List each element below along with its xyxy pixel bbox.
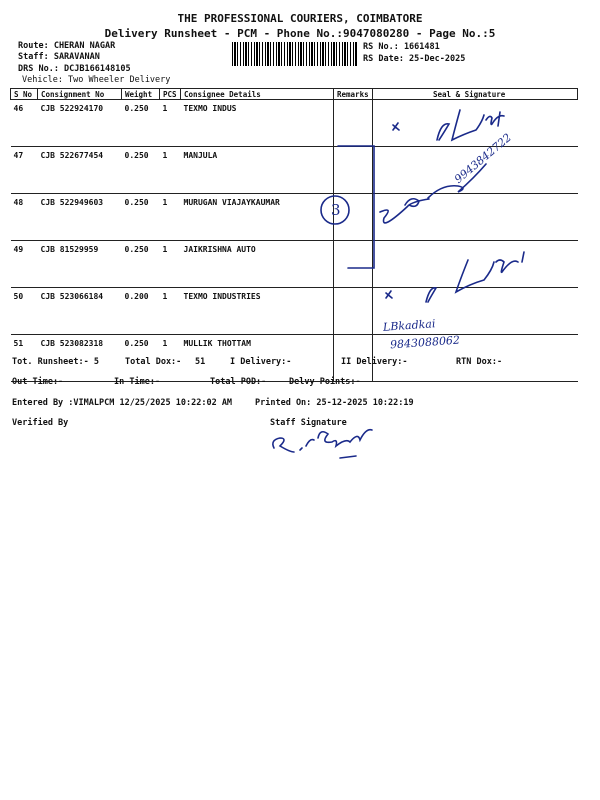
rtn-dox-label: RTN Dox:- <box>456 357 503 367</box>
cell-consignment: CJB 523066184 <box>38 288 122 335</box>
cell-sno: 46 <box>11 100 38 147</box>
bracket-line <box>338 146 374 268</box>
verified-by-label: Verified By <box>12 418 69 428</box>
tick-mark-46 <box>393 123 399 130</box>
drs-no-label: DRS No.: DCJB166148105 <box>18 64 131 74</box>
cell-weight: 0.250 <box>122 194 160 241</box>
rs-date-label: RS Date: 25-Dec-2025 <box>363 54 466 64</box>
cell-weight: 0.250 <box>122 335 160 382</box>
company-title: THE PROFESSIONAL COURIERS, COIMBATORE <box>177 12 423 25</box>
col-sno: S No <box>11 89 38 100</box>
delvy-points-label: Delvy Points:- <box>289 377 361 387</box>
cell-weight: 0.250 <box>122 241 160 288</box>
tick-mark-50 <box>386 291 392 298</box>
col-pcs: PCS <box>160 89 181 100</box>
runsheet-subtitle: Delivery Runsheet - PCM - Phone No.:9047080280 - Page No.:5 <box>104 27 496 40</box>
cell-pcs: 1 <box>160 100 181 147</box>
cell-consignee: MURUGAN VIAJAYKAUMAR <box>181 194 334 241</box>
cell-consignee: MANJULA <box>181 147 334 194</box>
handwritten-phone-48: 9943842722 <box>452 131 514 186</box>
cell-consignment: CJB 522924170 <box>38 100 122 147</box>
cell-consignment: CJB 522949603 <box>38 194 122 241</box>
cell-sno: 51 <box>11 335 38 382</box>
cell-pcs: 1 <box>160 147 181 194</box>
printed-on: Printed On: 25-12-2025 10:22:19 <box>255 398 414 408</box>
in-time-label: In Time:- <box>114 377 161 387</box>
cell-pcs: 1 <box>160 194 181 241</box>
total-dox-label: Total Dox:- <box>125 357 182 367</box>
cell-pcs: 1 <box>160 241 181 288</box>
vehicle-label: Vehicle: Two Wheeler Delivery <box>22 75 171 85</box>
total-pod-label: Total POD:- <box>210 377 267 387</box>
cell-consignment: CJB 81529959 <box>38 241 122 288</box>
i-delivery-label: I Delivery:- <box>230 357 292 367</box>
cell-consignee: MULLIK THOTTAM <box>181 335 334 382</box>
staff-signature-scribble <box>273 430 372 458</box>
signature-50 <box>426 252 524 302</box>
col-consignment: Consignment No <box>38 89 122 100</box>
cell-sno: 48 <box>11 194 38 241</box>
cell-weight: 0.200 <box>122 288 160 335</box>
signature-46 <box>437 110 504 140</box>
cell-pcs: 1 <box>160 288 181 335</box>
tot-runsheet: Tot. Runsheet:- 5 <box>12 357 99 367</box>
rs-no-label: RS No.: 1661481 <box>363 42 440 52</box>
cell-consignment: CJB 522677454 <box>38 147 122 194</box>
total-dox-value: 51 <box>195 357 206 367</box>
handwritten-name-51: LBkadkai <box>382 317 436 334</box>
col-remarks: Remarks <box>334 89 373 100</box>
circled-number: 3 <box>331 201 341 219</box>
cell-pcs: 1 <box>160 335 181 382</box>
col-seal-signature: Seal & Signature <box>373 89 578 100</box>
staff-label: Staff: SARAVANAN <box>18 52 100 62</box>
col-weight: Weight <box>122 89 160 100</box>
ii-delivery-label: II Delivery:- <box>341 357 408 367</box>
cell-consignment: CJB 523082318 <box>38 335 122 382</box>
col-consignee: Consignee Details <box>181 89 334 100</box>
cell-sno: 47 <box>11 147 38 194</box>
cell-sno: 49 <box>11 241 38 288</box>
cell-weight: 0.250 <box>122 147 160 194</box>
route-label: Route: CHERAN NAGAR <box>18 41 116 51</box>
cell-consignee: TEXMO INDUS <box>181 100 334 147</box>
cell-consignee: TEXMO INDUSTRIES <box>181 288 334 335</box>
staff-signature-label: Staff Signature <box>270 418 347 428</box>
cell-sno: 50 <box>11 288 38 335</box>
cell-consignee: JAIKRISHNA AUTO <box>181 241 334 288</box>
out-time-label: Out Time:- <box>12 377 64 387</box>
handwritten-phone-51: 9843088062 <box>389 333 461 352</box>
entered-by: Entered By :VIMALPCM 12/25/2025 10:22:02 AM <box>12 398 233 408</box>
cell-weight: 0.250 <box>122 100 160 147</box>
